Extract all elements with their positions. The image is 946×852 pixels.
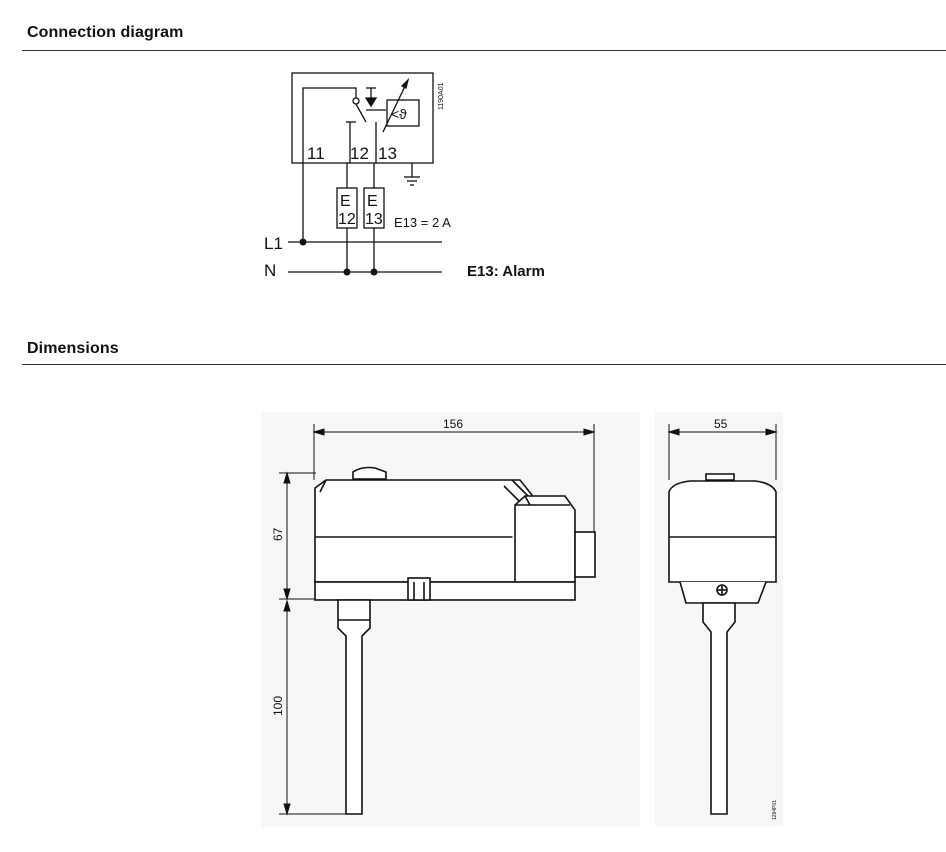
load-e13-letter: E xyxy=(367,193,378,210)
load-e12-number: 12 xyxy=(338,211,356,228)
dim-height-stem: 100 xyxy=(271,695,285,716)
connection-ref-code: 1190A01 xyxy=(438,82,445,110)
load-e13-number: 13 xyxy=(365,211,383,228)
side-view-panel xyxy=(262,412,640,827)
dimensions-ref-code: 1284P01 xyxy=(772,799,778,820)
rating-label: E13 = 2 A xyxy=(394,215,451,230)
l1-label: L1 xyxy=(264,234,283,253)
terminal-11: 11 xyxy=(307,144,325,163)
n-label: N xyxy=(264,261,277,280)
thermostat-symbol: <ϑ xyxy=(391,106,407,122)
terminal-13: 13 xyxy=(378,144,397,163)
dim-height-body: 67 xyxy=(271,527,285,541)
connection-diagram-title: Connection diagram xyxy=(27,24,184,41)
terminal-12: 12 xyxy=(350,144,369,163)
dim-width-front: 55 xyxy=(714,417,728,431)
dimensions-title: Dimensions xyxy=(27,340,119,357)
dim-width-side: 156 xyxy=(443,417,464,431)
alarm-label: E13: Alarm xyxy=(467,263,545,280)
load-e12-letter: E xyxy=(340,193,351,210)
